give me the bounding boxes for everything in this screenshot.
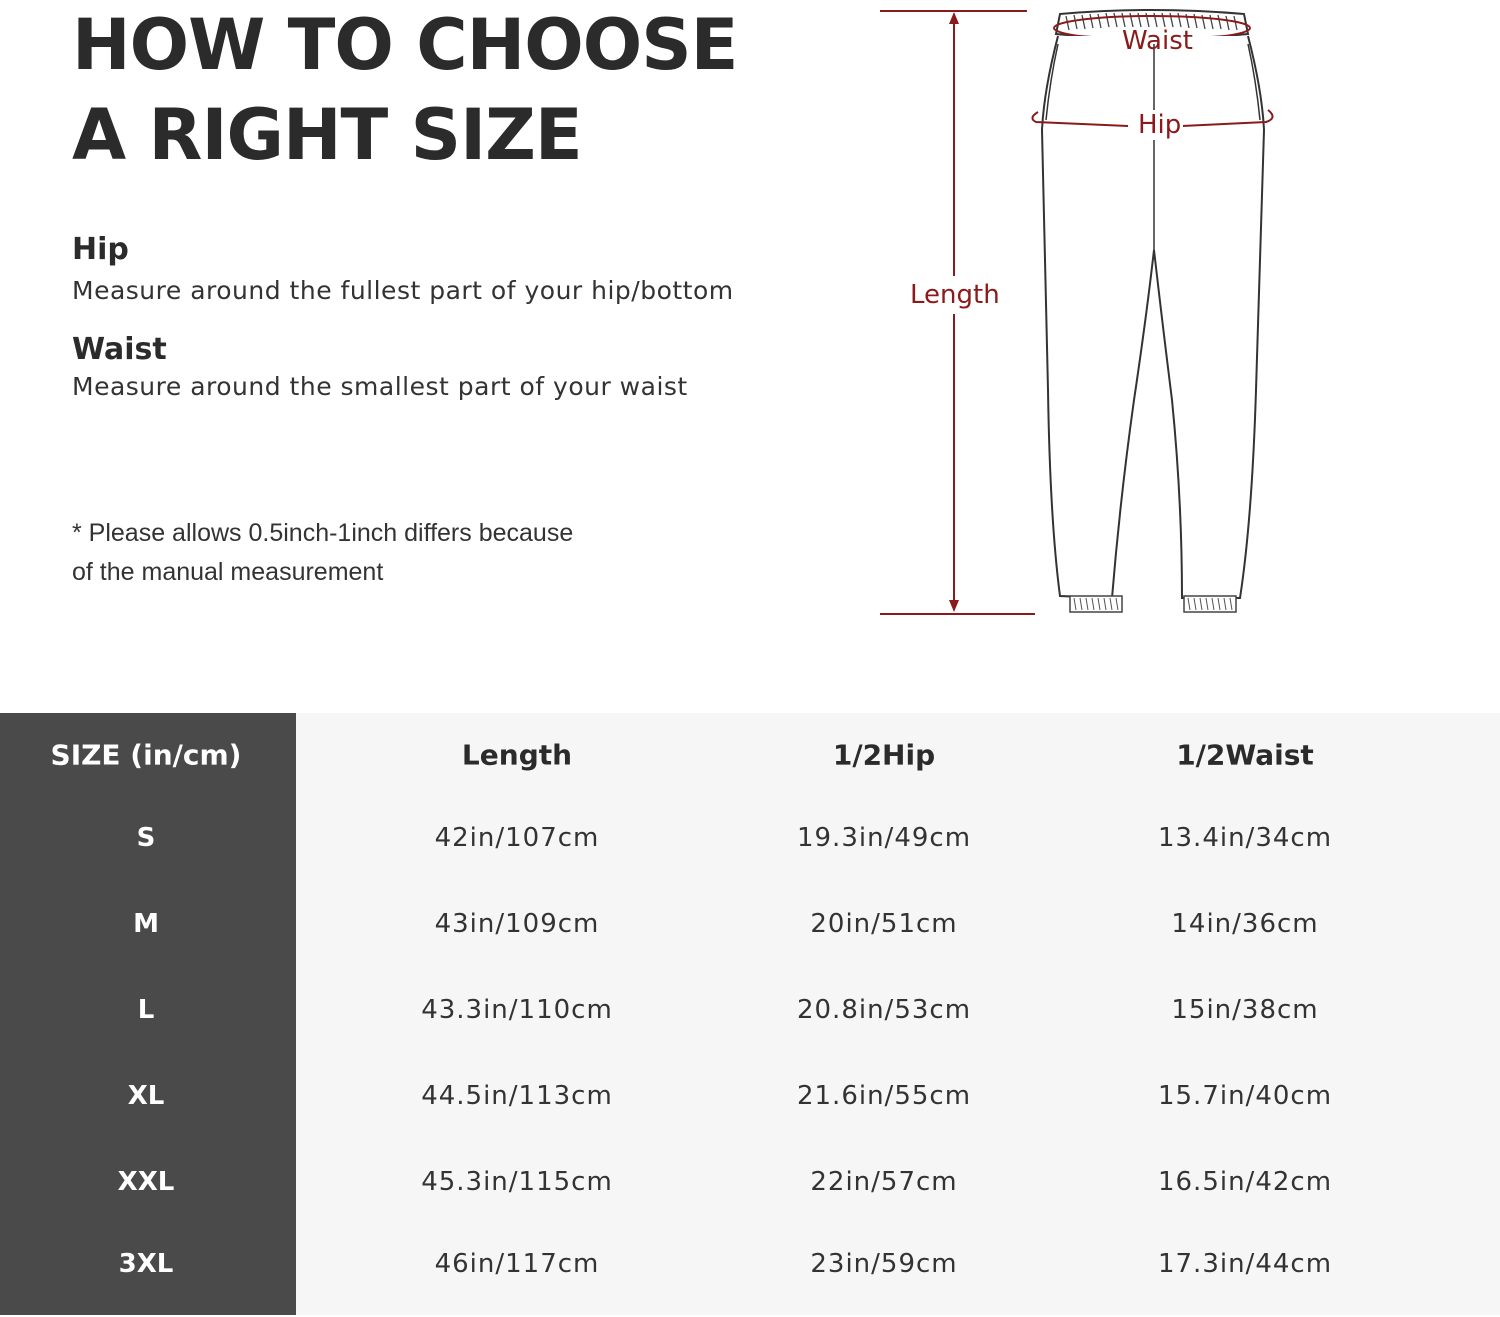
row-half-waist: 15.7in/40cm (1157, 1081, 1333, 1111)
waist-heading: Waist (72, 332, 167, 367)
row-length: 43in/109cm (434, 909, 600, 939)
row-size: S (136, 823, 156, 853)
measurement-note (72, 514, 573, 592)
row-size: M (133, 909, 159, 939)
row-length: 46in/117cm (434, 1249, 600, 1279)
row-length: 43.3in/110cm (421, 995, 613, 1025)
pants-diagram (860, 0, 1320, 640)
waist-label: Waist (1122, 26, 1193, 56)
header-half-hip: 1/2Hip (832, 738, 936, 772)
row-length: 44.5in/113cm (421, 1081, 613, 1111)
row-half-hip: 22in/57cm (810, 1167, 958, 1197)
hip-label: Hip (1138, 110, 1182, 140)
row-half-waist: 14in/36cm (1171, 909, 1319, 939)
header-length: Length (461, 738, 573, 772)
title-line-1: HOW TO CHOOSE (72, 4, 738, 86)
length-label: Length (910, 276, 1000, 314)
row-half-waist: 17.3in/44cm (1157, 1249, 1333, 1279)
note-line-1: * Please allows 0.5inch-1inch differs because (72, 519, 574, 547)
waist-instruction: Measure around the smallest part of your waist (72, 372, 688, 401)
row-size: 3XL (118, 1249, 174, 1279)
header-half-waist: 1/2Waist (1176, 738, 1314, 772)
header-size: SIZE (in/cm) (50, 738, 242, 772)
title-line-2: A RIGHT SIZE (72, 94, 582, 176)
size-table (0, 713, 1500, 1315)
row-size: L (137, 995, 155, 1025)
row-half-waist: 15in/38cm (1171, 995, 1319, 1025)
hip-instruction: Measure around the fullest part of your hip/bottom (72, 276, 734, 305)
row-half-hip: 23in/59cm (810, 1249, 958, 1279)
note-line-2: of the manual measurement (72, 558, 384, 586)
row-size: XL (127, 1081, 165, 1111)
row-half-waist: 13.4in/34cm (1157, 823, 1333, 853)
page-title (72, 0, 738, 180)
row-half-hip: 21.6in/55cm (796, 1081, 972, 1111)
row-size: XXL (117, 1167, 175, 1197)
row-half-hip: 19.3in/49cm (796, 823, 972, 853)
row-length: 42in/107cm (434, 823, 600, 853)
row-half-hip: 20.8in/53cm (796, 995, 972, 1025)
hip-heading: Hip (72, 232, 129, 267)
row-half-hip: 20in/51cm (810, 909, 958, 939)
row-half-waist: 16.5in/42cm (1157, 1167, 1333, 1197)
row-length: 45.3in/115cm (421, 1167, 613, 1197)
pants-illustration (860, 0, 1320, 640)
